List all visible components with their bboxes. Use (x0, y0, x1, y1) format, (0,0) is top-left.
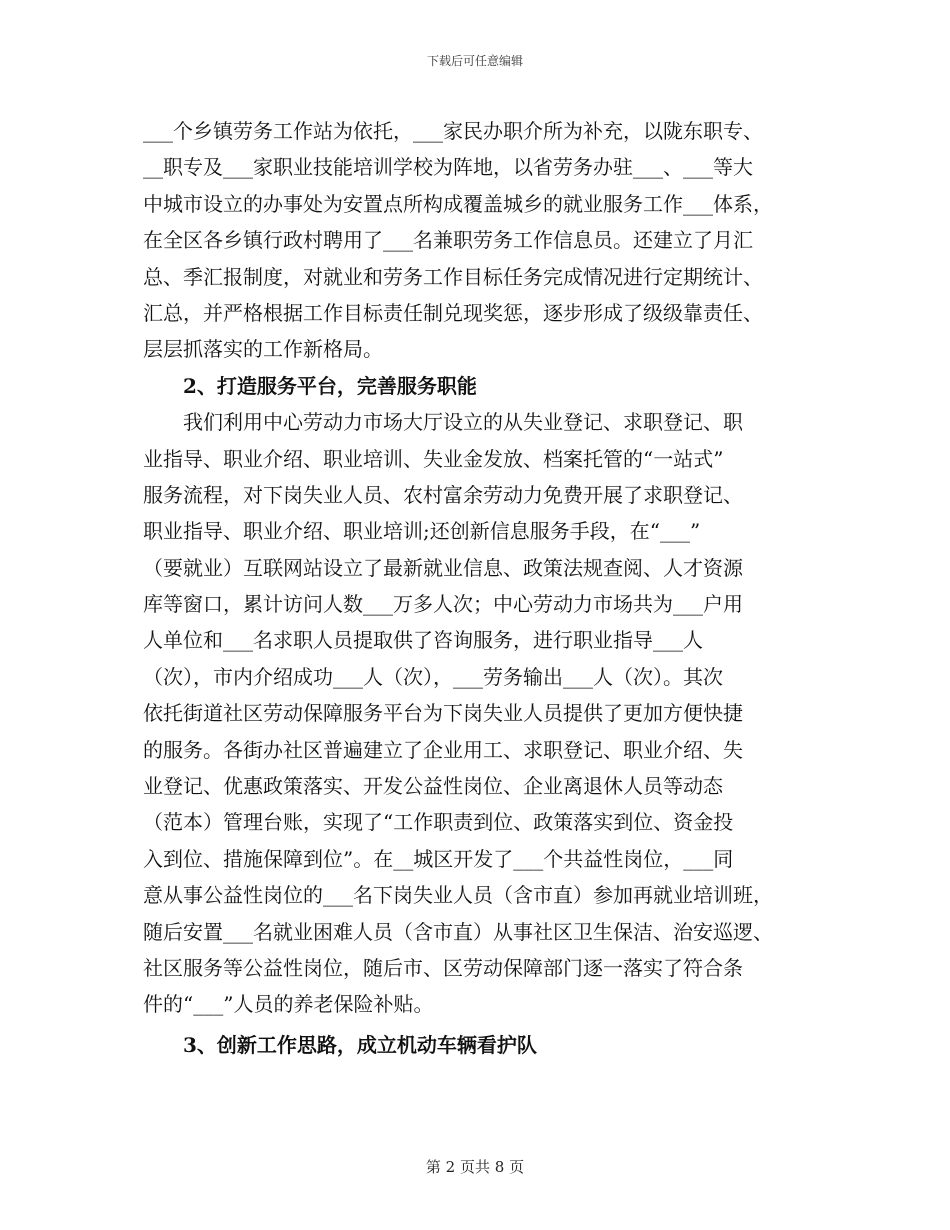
paragraph-line: 服务流程，对下岗失业人员、农村富余劳动力免费开展了求职登记、 (143, 482, 743, 507)
paragraph-line: 我们利用中心劳动力市场大厅设立的从失业登记、求职登记、职 (183, 410, 743, 435)
paragraph-line: 业登记、优惠政策落实、开发公益性岗位、企业离退休人员等动态 (143, 774, 723, 799)
paragraph-line: 件的“___”人员的养老保险补贴。 (143, 992, 434, 1017)
document-body (143, 113, 823, 1063)
paragraph-line: 总、季汇报制度，对就业和劳务工作目标任务完成情况进行定期统计、 (143, 264, 763, 289)
paragraph-line: （范本）管理台账，实现了“工作职责到位、政策落实到位、资金投 (143, 810, 734, 835)
section-heading: 3、创新工作思路，成立机动车辆看护队 (183, 1032, 537, 1057)
paragraph-line: 在全区各乡镇行政村聘用了___名兼职劳务工作信息员。还建立了月汇 (143, 228, 753, 253)
paragraph-line: 中城市设立的办事处为安置点所构成覆盖城乡的就业服务工作___体系， (143, 191, 773, 216)
paragraph-line: （次），市内介绍成功___人（次），___劳务输出___人（次）。其次 (143, 664, 723, 689)
paragraph-line: （要就业）互联网站设立了最新就业信息、政策法规查阅、人才资源 (143, 555, 743, 580)
paragraph-line: 的服务。各街办社区普遍建立了企业用工、求职登记、职业介绍、失 (143, 737, 743, 762)
paragraph-line: ___个乡镇劳务工作站为依托，___家民办职介所为补充，以陇东职专、 (143, 119, 763, 143)
paragraph-line: 社区服务等公益性岗位，随后市、区劳动保障部门逐一落实了符合条 (143, 955, 743, 980)
paragraph-line: 依托街道社区劳动保障服务平台为下岗失业人员提供了更加方便快捷 (143, 701, 743, 726)
paragraph-line: 意从事公益性岗位的___名下岗失业人员（含市直）参加再就业培训班， (143, 883, 773, 908)
paragraph-line: 职业指导、职业介绍、职业培训;还创新信息服务手段，在“___” (143, 519, 701, 544)
paragraph-line: 层层抓落实的工作新格局。 (143, 337, 383, 362)
paragraph-line: 人单位和___名求职人员提取供了咨询服务，进行职业指导___人 (143, 628, 703, 653)
paragraph-line: 入到位、措施保障到位”。在__城区开发了___个共益性岗位，___同 (143, 846, 734, 871)
paragraph-line: __职专及___家职业技能培训学校为阵地，以省劳务办驻___、___等大 (143, 155, 753, 180)
page-number-footer: 第 2 页共 8 页 (425, 1158, 525, 1176)
section-heading: 2、打造服务平台，完善服务职能 (183, 373, 477, 398)
paragraph-line: 随后安置___名就业困难人员（含市直）从事社区卫生保洁、治安巡逻、 (143, 919, 773, 944)
paragraph-line: 汇总，并严格根据工作目标责任制兑现奖惩，逐步形成了级级靠责任、 (143, 300, 763, 325)
page-header: 下载后可任意编辑 (426, 54, 523, 68)
paragraph-line: 业指导、职业介绍、职业培训、失业金发放、档案托管的“一站式” (143, 446, 724, 471)
paragraph-line: 库等窗口，累计访问人数___万多人次；中心劳动力市场共为___户用 (143, 592, 743, 617)
